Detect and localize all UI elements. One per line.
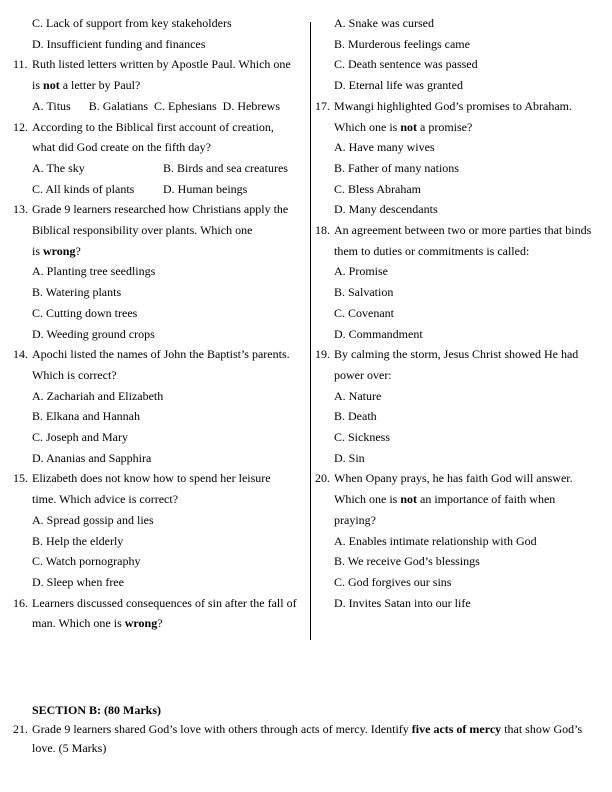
text-run: A. Titus B. Galatians C. Ephesians D. Hebrews [32,98,280,113]
text-run: C. Sickness [334,430,391,445]
option-line [315,261,609,282]
option-line [13,13,310,34]
text-run: a promise? [417,119,473,134]
question-number: 15. [13,471,28,486]
text-run: man. Which one is [32,616,125,631]
text-run: A. Planting tree seedlings [32,264,156,279]
text-run: a letter by Paul? [59,78,141,93]
option-cell: A. The sky [32,160,85,175]
text-run: A. Zachariah and Elizabeth [32,388,164,403]
text-run: power over: [334,367,392,382]
text-line [315,510,609,531]
option-line [13,572,310,593]
text-run: ? [75,243,81,258]
text-run: love. (5 Marks) [32,741,107,756]
text-line [13,365,310,386]
text-run: A. Enables intimate relationship with God [334,533,537,548]
option-line [315,303,609,324]
option-line [315,593,609,614]
text-run: A. Promise [334,264,388,279]
question-number: 18. [315,223,330,238]
option-line [13,303,310,324]
question-number: 17. [315,98,330,113]
text-run: C. Watch pornography [32,554,141,569]
question-line [13,344,310,365]
option-line [315,137,609,158]
text-run: A. Snake was cursed [334,16,434,30]
right-column [315,13,609,613]
option-line [315,448,609,469]
text-run: D. Many descendants [334,202,438,217]
text-run: D. Commandment [334,326,423,341]
text-run: By calming the storm, Jesus Christ showed He had [334,347,579,362]
text-run: Which one is [334,119,401,134]
option-line [13,282,310,303]
section-b-heading: SECTION B: (80 Marks) [32,703,162,717]
text-run: Biblical responsibility over plants. Which one [32,223,253,238]
text-line [13,75,310,96]
question-line [13,117,310,138]
text-run: B. Father of many nations [334,160,459,175]
text-run: what did God create on the fifth day? [32,140,211,155]
text-run: Mwangi highlighted God’s promises to Abraham. [334,98,572,113]
text-run: D. Sleep when free [32,574,124,589]
text-run: D. Weeding ground crops [32,326,155,341]
emphasis-text: not [400,492,417,507]
option-line [13,448,310,469]
text-run: D. Insufficient funding and finances [32,36,206,51]
question-line [13,54,310,75]
text-run: Grade 9 learners researched how Christians apply the [32,202,289,217]
text-run: Ruth listed letters written by Apostle Paul. Which one [32,57,291,72]
emphasis-text: not [400,119,417,134]
question-line [315,220,609,241]
section-b-questions [13,720,603,758]
option-line [315,282,609,303]
question-number: 21. [13,722,28,737]
text-run: A. Have many wives [334,140,435,155]
option-line [13,179,310,200]
option-line [13,386,310,407]
question-number: 19. [315,347,330,362]
text-run: ? [157,616,163,631]
text-run: B. Help the elderly [32,533,124,548]
question-line [13,199,310,220]
question-line [315,96,609,117]
text-run: When Opany prays, he has faith God will answer. [334,471,573,486]
emphasis-text: wrong [124,616,158,631]
text-line [13,241,310,262]
question-number: 13. [13,202,28,217]
option-line [315,158,609,179]
text-run: Learners discussed consequences of sin after the fall of [32,595,297,610]
option-cell: D. Human beings [163,181,248,196]
text-run: Elizabeth does not know how to spend her leisure [32,471,271,486]
text-run: According to the Biblical first account of creation, [32,119,274,134]
option-line [315,531,609,552]
text-line [315,241,609,262]
option-line [13,34,310,55]
option-line [315,13,609,34]
text-run: D. Sin [334,450,365,465]
text-line [13,739,603,758]
text-line [315,365,609,386]
text-line [13,220,310,241]
question-number: 20. [315,471,330,486]
option-line [13,510,310,531]
option-line [315,551,609,572]
option-line [315,324,609,345]
option-line [315,427,609,448]
text-run: C. Joseph and Mary [32,430,128,445]
option-line [315,386,609,407]
option-cell: C. All kinds of plants [32,181,135,196]
text-run: Which is correct? [32,367,117,382]
text-run: B. We receive God’s blessings [334,554,480,569]
option-line [315,75,609,96]
text-run: B. Death [334,409,377,424]
text-run: D. Eternal life was granted [334,78,463,93]
text-run: B. Murderous feelings came [334,36,470,51]
text-run: C. God forgives our sins [334,574,452,589]
text-run: Grade 9 learners shared God’s love with others through acts of mercy. Identify [32,722,412,737]
text-run: is [32,78,44,93]
text-run: C. Cutting down trees [32,305,138,320]
text-run: that show God’s [501,722,583,737]
text-line [13,137,310,158]
text-run: C. Death sentence was passed [334,57,478,72]
option-line [13,427,310,448]
text-run: B. Salvation [334,285,394,300]
text-run: An agreement between two or more parties that binds [334,223,592,238]
column-divider [310,22,311,640]
text-run: A. Nature [334,388,382,403]
option-line [13,96,310,117]
emphasis-text: not [43,78,60,93]
text-line [13,489,310,510]
option-line [13,551,310,572]
text-run: them to duties or commitments is called: [334,243,530,258]
left-column [13,13,310,634]
option-line [315,54,609,75]
text-run: B. Elkana and Hannah [32,409,140,424]
text-line [315,117,609,138]
question-line [315,344,609,365]
text-line [13,613,310,634]
option-line [315,179,609,200]
question-line [315,468,609,489]
option-line [315,406,609,427]
section-b [13,701,603,759]
option-line [13,261,310,282]
text-run: D. Invites Satan into our life [334,595,471,610]
option-line [315,34,609,55]
text-line [315,489,609,510]
text-run: C. Bless Abraham [334,181,421,196]
option-line [315,572,609,593]
text-run: Apochi listed the names of John the Baptist’s parents. [32,347,290,362]
question-line [13,593,310,614]
question-number: 12. [13,119,28,134]
question-line [13,468,310,489]
text-run: an importance of faith when [417,492,556,507]
text-run: praying? [334,512,376,527]
question-line [13,720,603,739]
option-line [13,531,310,552]
text-run: C. Covenant [334,305,394,320]
text-run: B. Watering plants [32,285,122,300]
question-number: 11. [13,57,28,72]
emphasis-text: wrong [43,243,76,258]
option-line [13,324,310,345]
text-run: C. Lack of support from key stakeholders [32,16,232,30]
text-run: is [32,243,44,258]
text-run: Which one is [334,492,401,507]
question-number: 14. [13,347,28,362]
option-line [13,158,310,179]
option-cell: B. Birds and sea creatures [163,160,288,175]
option-line [13,406,310,427]
emphasis-text: five acts of mercy [411,722,502,737]
question-number: 16. [13,595,28,610]
text-run: D. Ananias and Sapphira [32,450,152,465]
text-run: A. Spread gossip and lies [32,512,154,527]
option-line [315,199,609,220]
text-run: time. Which advice is correct? [32,492,179,507]
